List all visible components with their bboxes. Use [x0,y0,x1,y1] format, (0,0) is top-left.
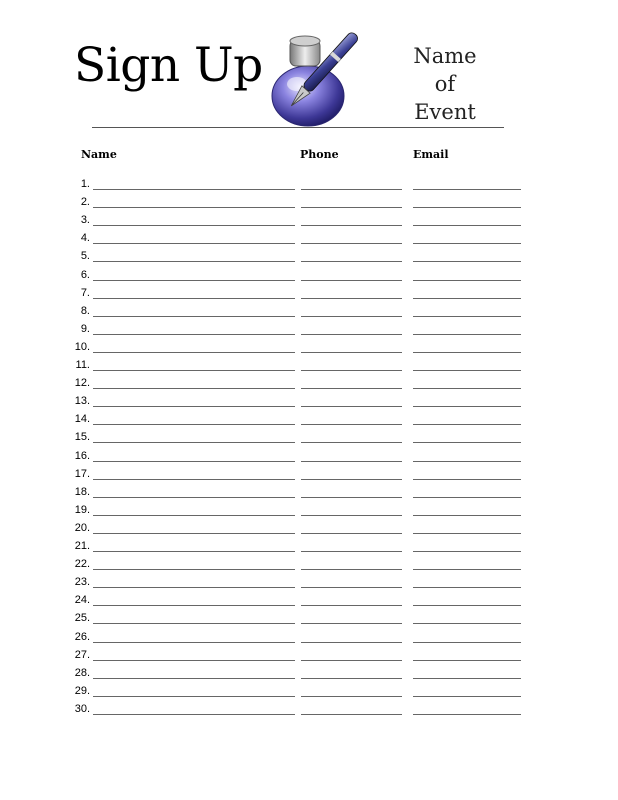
phone-blank[interactable] [301,388,402,389]
name-blank[interactable] [93,261,295,262]
name-blank[interactable] [93,406,295,407]
row-number: 29. [74,684,90,697]
row-number: 14. [74,413,90,426]
row-number: 2. [80,196,90,209]
name-blank[interactable] [93,189,295,190]
phone-blank[interactable] [301,551,402,552]
phone-blank[interactable] [301,298,402,299]
row-number: 21. [74,540,90,552]
email-blank[interactable] [413,280,521,281]
name-blank[interactable] [93,605,295,606]
email-blank[interactable] [413,352,521,353]
phone-blank[interactable] [301,642,402,643]
name-blank[interactable] [93,243,295,244]
row-number: 27. [74,648,90,661]
email-blank[interactable] [413,261,521,262]
phone-blank[interactable] [301,280,402,281]
name-blank[interactable] [93,316,295,317]
phone-blank[interactable] [301,424,402,425]
phone-blank[interactable] [301,442,402,443]
email-blank[interactable] [413,442,521,443]
row-number: 1. [80,178,90,190]
row-number: 11. [75,359,90,371]
email-blank[interactable] [413,189,521,190]
page-title: Sign Up [74,38,263,93]
name-blank[interactable] [93,479,295,480]
name-blank[interactable] [93,298,295,299]
email-blank[interactable] [413,533,521,534]
email-blank[interactable] [413,316,521,317]
email-blank[interactable] [413,587,521,588]
name-blank[interactable] [93,461,295,462]
row-number: 10. [74,340,90,353]
row-number: 8. [80,304,90,317]
name-blank[interactable] [93,533,295,534]
email-blank[interactable] [413,696,521,697]
phone-blank[interactable] [301,189,402,190]
phone-blank[interactable] [301,569,402,570]
row-number: 19. [74,503,90,516]
column-header-phone: Phone [300,148,339,161]
row-number: 17. [74,467,90,480]
row-number: 9. [80,322,90,335]
name-blank[interactable] [93,623,295,624]
name-blank[interactable] [93,696,295,697]
phone-blank[interactable] [301,605,402,606]
name-blank[interactable] [93,388,295,389]
name-blank[interactable] [93,352,295,353]
email-blank[interactable] [413,424,521,425]
phone-blank[interactable] [301,515,402,516]
email-blank[interactable] [413,298,521,299]
phone-blank[interactable] [301,497,402,498]
phone-blank[interactable] [301,696,402,697]
phone-blank[interactable] [301,207,402,208]
email-blank[interactable] [413,660,521,661]
email-blank[interactable] [413,497,521,498]
email-blank[interactable] [413,515,521,516]
event-name-line-1: Name [413,44,477,68]
email-blank[interactable] [413,623,521,624]
email-blank[interactable] [413,461,521,462]
email-blank[interactable] [413,479,521,480]
email-blank[interactable] [413,678,521,679]
phone-blank[interactable] [301,370,402,371]
name-blank[interactable] [93,587,295,588]
name-blank[interactable] [93,551,295,552]
phone-blank[interactable] [301,352,402,353]
row-number: 28. [74,666,90,679]
email-blank[interactable] [413,551,521,552]
name-blank[interactable] [93,515,295,516]
name-blank[interactable] [93,370,295,371]
name-blank[interactable] [93,714,295,715]
row-number: 18. [74,485,90,498]
name-blank[interactable] [93,424,295,425]
email-blank[interactable] [413,642,521,643]
row-number: 3. [80,214,90,227]
name-blank[interactable] [93,280,295,281]
email-blank[interactable] [413,225,521,226]
column-header-email: Email [413,148,449,161]
phone-blank[interactable] [301,623,402,624]
row-number: 26. [74,630,90,643]
phone-blank[interactable] [301,714,402,715]
name-blank[interactable] [93,442,295,443]
name-blank[interactable] [93,642,295,643]
email-blank[interactable] [413,406,521,407]
email-blank[interactable] [413,334,521,335]
email-blank[interactable] [413,569,521,570]
email-blank[interactable] [413,207,521,208]
phone-blank[interactable] [301,479,402,480]
row-number: 16. [74,449,90,462]
phone-blank[interactable] [301,660,402,661]
phone-blank[interactable] [301,678,402,679]
name-blank[interactable] [93,678,295,679]
phone-blank[interactable] [301,587,402,588]
name-blank[interactable] [93,660,295,661]
pen-inkwell-icon [268,26,358,130]
email-blank[interactable] [413,605,521,606]
row-number: 13. [74,395,90,408]
email-blank[interactable] [413,388,521,389]
row-number: 20. [74,521,90,534]
event-name-line-3: Event [414,100,476,124]
phone-blank[interactable] [301,334,402,335]
row-number: 4. [80,232,90,245]
phone-blank[interactable] [301,406,402,407]
event-name [403,42,487,126]
phone-blank[interactable] [301,243,402,244]
row-number: 23. [74,576,90,589]
name-blank[interactable] [93,207,295,208]
column-header-name: Name [81,148,117,161]
event-name-line-2: of [434,72,456,96]
phone-blank[interactable] [301,261,402,262]
row-number: 5. [80,250,90,263]
phone-blank[interactable] [301,225,402,226]
name-blank[interactable] [93,334,295,335]
phone-blank[interactable] [301,316,402,317]
row-number: 22. [74,558,90,571]
email-blank[interactable] [413,370,521,371]
phone-blank[interactable] [301,461,402,462]
row-number: 25. [74,612,90,625]
name-blank[interactable] [93,569,295,570]
header-divider [92,127,504,128]
email-blank[interactable] [413,243,521,244]
row-number: 15. [74,431,90,444]
row-number: 6. [80,268,90,281]
row-number: 12. [74,377,90,390]
row-number: 30. [74,702,90,715]
email-blank[interactable] [413,714,521,715]
row-number: 7. [80,286,90,299]
name-blank[interactable] [93,497,295,498]
name-blank[interactable] [93,225,295,226]
phone-blank[interactable] [301,533,402,534]
row-number: 24. [74,594,90,607]
